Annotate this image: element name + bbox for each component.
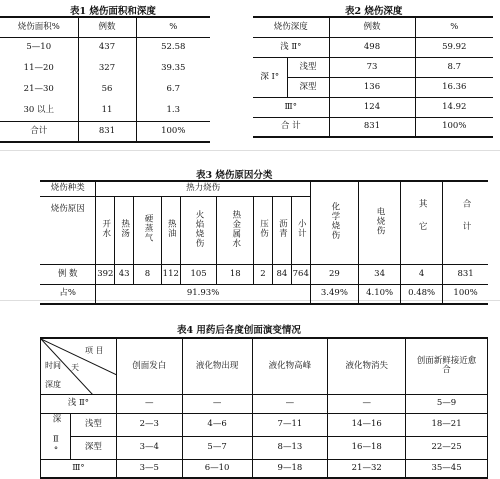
table4 — [40, 337, 488, 479]
t3-count: 392 — [96, 264, 115, 284]
t4-cell: 6—10 — [182, 459, 252, 478]
t3-kind-header: 烧伤种类 — [40, 181, 96, 196]
t3-count: 2 — [254, 264, 273, 284]
t2-cell: 100% — [442, 121, 467, 132]
t2-cell: 深型 — [287, 77, 329, 97]
t4-cell: 35—45 — [406, 459, 488, 478]
t1-cell: 11 — [78, 100, 136, 121]
t1-cell: 327 — [78, 58, 136, 79]
t3-total-label: 合计 — [461, 198, 472, 244]
t4-col-header: 创面发白 — [116, 338, 182, 394]
t3-count: 34 — [359, 264, 401, 284]
t3-count: 105 — [180, 264, 217, 284]
table2 — [253, 16, 493, 138]
t3-cause: 热油 — [166, 219, 177, 239]
t4-col-header: 创面新鲜接近愈合 — [406, 338, 488, 394]
table2-caption: 表2 烧伤深度 — [345, 6, 403, 17]
t4-corner-day: 天 — [71, 363, 79, 372]
t4-cell: — — [328, 394, 406, 413]
t4-cell: 7—11 — [252, 413, 328, 436]
t3-cause: 沥青 — [277, 219, 288, 239]
t1-header: % — [169, 21, 178, 32]
table1 — [0, 16, 210, 143]
t4-cell: 16—18 — [328, 436, 406, 459]
t3-cause-cell — [134, 196, 162, 264]
t3-cause: 热金属水 — [230, 209, 241, 248]
t1-cell: 6.7 — [166, 84, 181, 95]
t3-thermal-group: 热力烧伤 — [96, 181, 310, 196]
t2-cell: 浅 Ⅱ° — [253, 37, 329, 57]
t2-cell: 73 — [329, 57, 415, 77]
t1-cell: 831 — [78, 121, 136, 142]
t3-cause-cell — [272, 196, 291, 264]
scan-artifact — [0, 150, 500, 151]
t1-cell: 11—20 — [0, 58, 78, 79]
table3-caption: 表3 烧伤原因分类 — [196, 170, 273, 181]
t3-count: 112 — [161, 264, 180, 284]
t4-cell: 4—6 — [182, 413, 252, 436]
t3-cause: 开水 — [100, 219, 111, 239]
t1-cell: 437 — [78, 37, 136, 58]
t4-col-header: 液化物消失 — [328, 338, 406, 394]
t4-col-header: 液化物出现 — [182, 338, 252, 394]
table1-caption: 表1 烧伤面积和深度 — [70, 6, 156, 17]
t4-cell: 3—4 — [116, 436, 182, 459]
t4-cell: 9—18 — [252, 459, 328, 478]
t4-deep2-cell — [41, 413, 71, 459]
t1-cell: 1.3 — [166, 104, 181, 115]
t3-pct: 0.48% — [401, 284, 443, 304]
t2-cell: 14.92 — [442, 101, 467, 112]
t2-cell: 136 — [329, 77, 415, 97]
t1-cell: 39.35 — [161, 63, 186, 74]
t2-cell: 124 — [329, 97, 415, 117]
t2-deep2-label: 深 Ⅰ° — [253, 57, 287, 97]
t3-chemical-header — [310, 181, 358, 264]
t3-count: 4 — [401, 264, 443, 284]
t3-cause-header: 烧伤原因 — [40, 196, 96, 264]
t3-cause-cell — [254, 196, 273, 264]
t4-row-label: 深型 — [70, 436, 116, 459]
t4-row-label: 浅型 — [70, 413, 116, 436]
t3-cause-cell — [96, 196, 115, 264]
t4-cell: 5—9 — [406, 394, 488, 413]
t1-cell: 5—10 — [0, 37, 78, 58]
t4-corner-time: 时间 — [45, 361, 61, 370]
t2-header: % — [450, 21, 459, 32]
t3-other-label: 其它 — [417, 198, 428, 244]
t3-electric-label: 电烧伤 — [375, 207, 386, 236]
t3-count: 8 — [134, 264, 162, 284]
t3-cause: 小计 — [296, 219, 307, 239]
t1-cell: 21—30 — [0, 79, 78, 100]
t3-pct: 91.93% — [96, 284, 310, 304]
t1-header: 烧伤面积% — [0, 17, 78, 37]
t3-cause: 火焰烧伤 — [194, 209, 205, 248]
t3-count: 18 — [217, 264, 254, 284]
t2-cell: 498 — [329, 37, 415, 57]
t2-total-label: 合 计 — [253, 117, 329, 137]
t2-cell: Ⅲ° — [253, 97, 329, 117]
t2-cell: 8.7 — [447, 61, 462, 72]
t4-cell: — — [116, 394, 182, 413]
t3-chemical-label: 化学烧伤 — [329, 202, 340, 241]
t4-deep2-label: 深 Ⅱ° — [50, 413, 61, 456]
t2-header: 例数 — [329, 17, 415, 37]
t3-cause-cell — [291, 196, 310, 264]
t2-header: 烧伤深度 — [253, 17, 329, 37]
t3-pct: 100% — [453, 288, 478, 299]
t1-cell: 30 以上 — [0, 100, 78, 121]
t3-count: 43 — [115, 264, 134, 284]
t3-pct: 3.49% — [310, 284, 358, 304]
table4-caption: 表4 用药后各度创面演变情况 — [177, 325, 301, 336]
t3-cause: 热汤 — [119, 219, 130, 239]
t4-corner-item: 项 目 — [85, 346, 104, 355]
t3-cause: 硬蒸气 — [142, 214, 153, 243]
t4-cell: 5—7 — [182, 436, 252, 459]
t3-count: 29 — [310, 264, 358, 284]
t3-cause-cell — [161, 196, 180, 264]
t4-cell: 3—5 — [116, 459, 182, 478]
t4-cell: 18—21 — [406, 413, 488, 436]
t2-cell: 59.92 — [442, 41, 467, 52]
t3-pct-label: 占% — [40, 284, 96, 304]
t2-cell: 831 — [329, 117, 415, 137]
t1-header: 例数 — [78, 17, 136, 37]
t3-count-label: 例 数 — [40, 264, 96, 284]
t1-cell: 56 — [78, 79, 136, 100]
t3-cause-cell — [217, 196, 254, 264]
t1-total-label: 合计 — [0, 121, 78, 142]
t4-cell: 21—32 — [328, 459, 406, 478]
t4-cell: — — [252, 394, 328, 413]
t4-cell: 2—3 — [116, 413, 182, 436]
t3-pct: 4.10% — [359, 284, 401, 304]
t3-total-header — [443, 181, 488, 264]
t4-row-label: 浅 Ⅱ° — [41, 394, 117, 413]
t4-cell: 22—25 — [406, 436, 488, 459]
t1-cell: 52.58 — [161, 42, 186, 53]
t3-cause: 压伤 — [258, 219, 269, 239]
t3-count: 831 — [457, 268, 474, 279]
t3-other-header — [401, 181, 443, 264]
t4-corner-cell — [41, 338, 117, 394]
table3 — [40, 180, 488, 305]
t3-cause-cell — [180, 196, 217, 264]
t1-cell: 100% — [161, 125, 186, 136]
t3-count: 764 — [291, 264, 310, 284]
t4-row-label: Ⅲ° — [41, 459, 117, 478]
t4-col-header: 液化物高峰 — [252, 338, 328, 394]
t4-cell: 8—13 — [252, 436, 328, 459]
t3-cause-cell — [115, 196, 134, 264]
t2-cell: 浅型 — [287, 57, 329, 77]
t4-cell: 14—16 — [328, 413, 406, 436]
t4-corner-depth: 深度 — [45, 380, 61, 389]
t4-cell: — — [182, 394, 252, 413]
t3-electric-header — [359, 181, 401, 264]
t3-count: 84 — [272, 264, 291, 284]
t2-cell: 16.36 — [442, 81, 467, 92]
